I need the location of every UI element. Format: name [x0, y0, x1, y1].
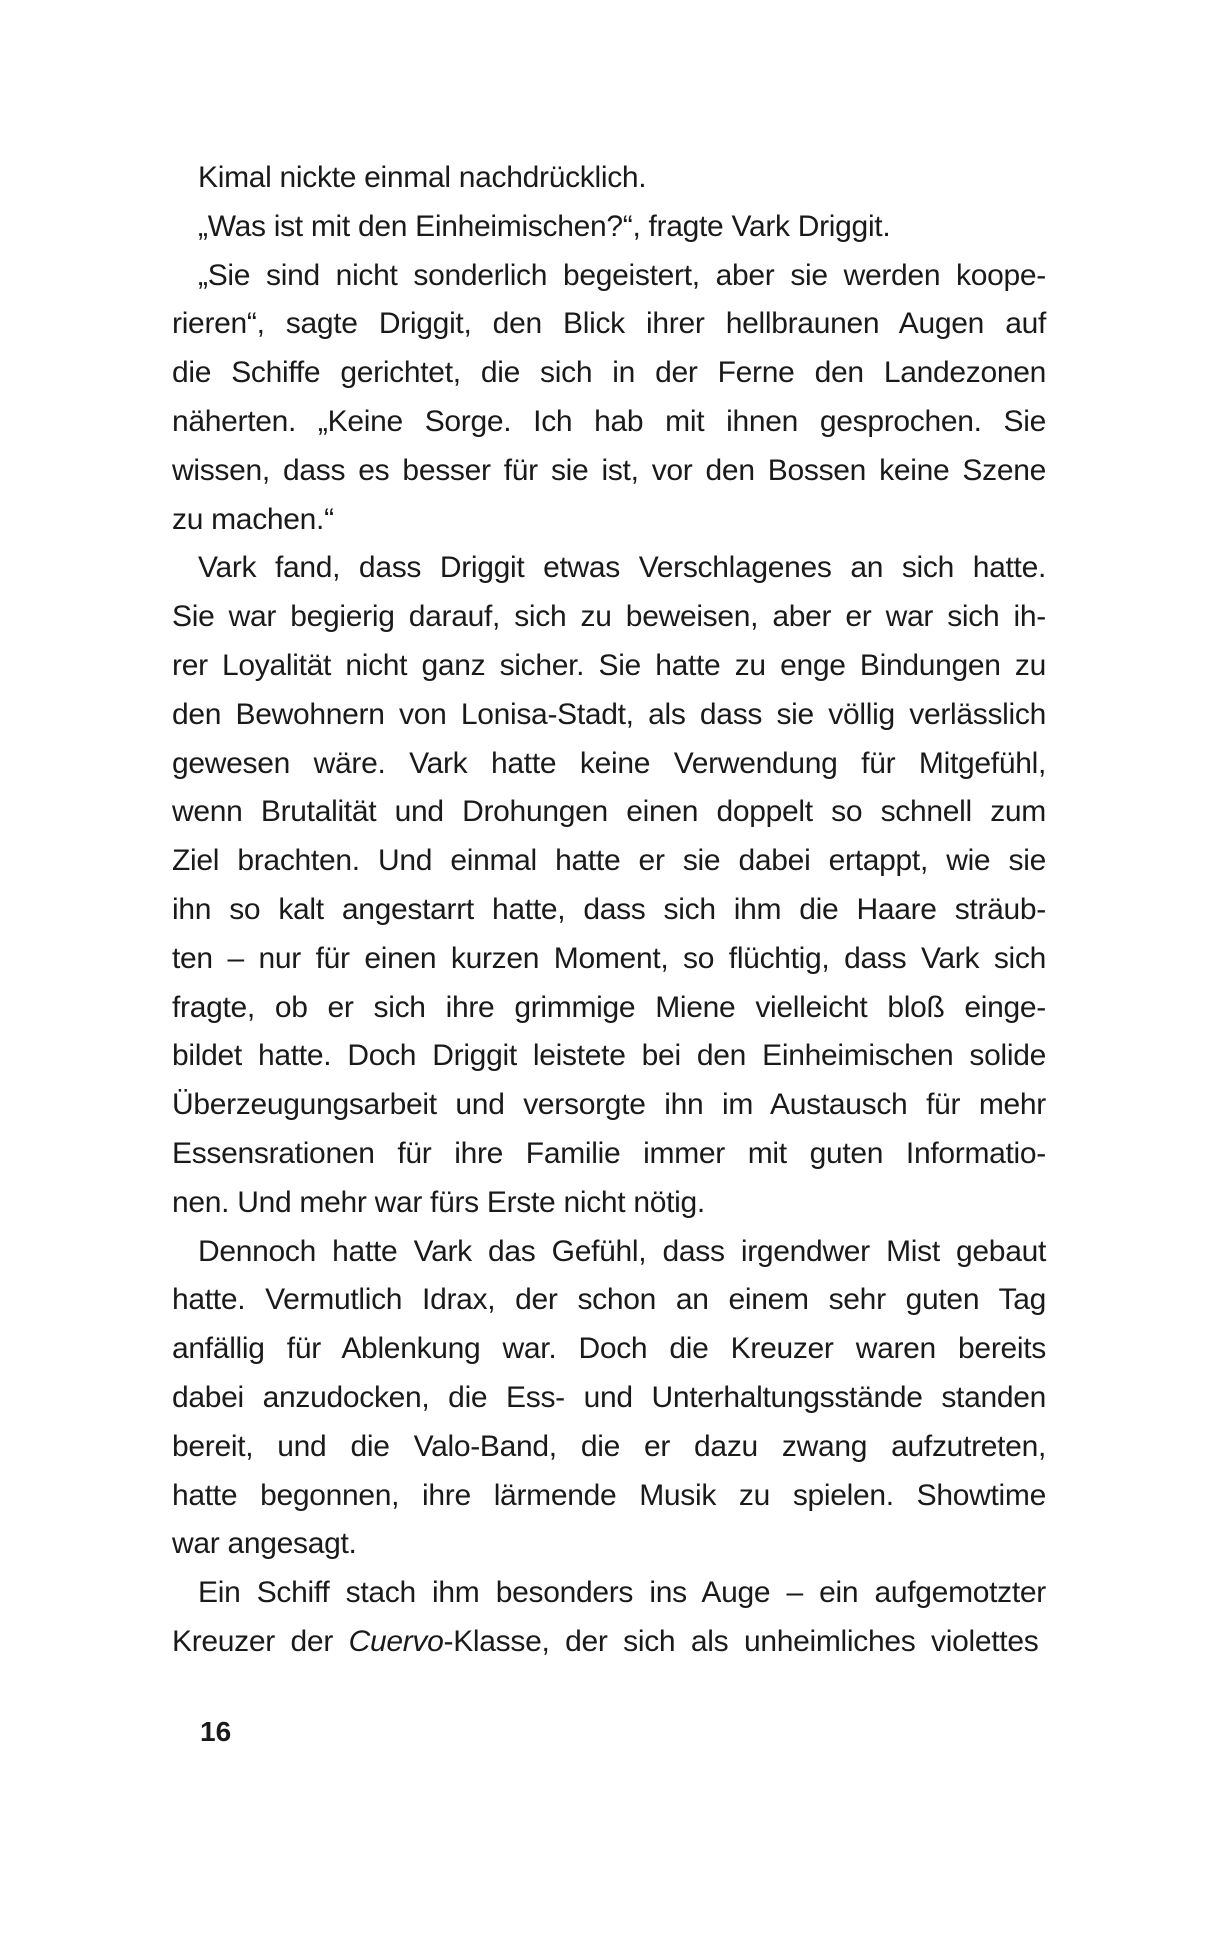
text-line-content: Kimal nickte einmal nachdrücklich. — [198, 161, 647, 194]
text-line — [172, 1423, 1046, 1472]
text-line — [172, 642, 1046, 691]
text-line — [172, 1032, 1046, 1081]
text-line-content: dabei anzudocken, die Ess- und Unterhaltungsstände standen — [172, 1380, 1046, 1414]
text-line-content: bereit, und die Valo-Band, die er dazu zwang aufzutreten, — [172, 1429, 1046, 1463]
text-line — [172, 349, 1046, 398]
text-line-content: hatte begonnen, ihre lärmende Musik zu spielen. Showtime — [172, 1478, 1046, 1512]
text-line-content: näherten. „Keine Sorge. Ich hab mit ihnen gesprochen. Sie — [172, 404, 1046, 438]
text-line-content: bildet hatte. Doch Driggit leistete bei den Einheimischen solide — [172, 1039, 1046, 1073]
text-line-content: rer Loyalität nicht ganz sicher. Sie hatte zu enge Bindungen zu — [172, 648, 1046, 682]
text-line-content: Vark fand, dass Driggit etwas Verschlagenes an sich hatte. — [198, 551, 1046, 585]
text-line-content: Sie war begierig darauf, sich zu beweisen, aber er war sich ih- — [172, 600, 1046, 634]
text-line — [172, 398, 1046, 447]
text-line — [172, 1081, 1046, 1130]
text-line-content: Überzeugungsarbeit und versorgte ihn im Austausch für mehr — [172, 1088, 1046, 1122]
text-line-content: die Schiffe gerichtet, die sich in der Ferne den Landezonen — [172, 356, 1046, 390]
text-line — [172, 837, 1046, 886]
text-line — [172, 203, 1046, 252]
text-fragment: Cuervo — [348, 1624, 444, 1658]
text-line — [172, 1472, 1046, 1521]
text-line-content: den Bewohnern von Lonisa-Stadt, als dass sie völlig verlässlich — [172, 697, 1046, 731]
text-line-content: Essensrationen für ihre Familie immer mit guten Informatio- — [172, 1136, 1046, 1170]
text-line-content: war angesagt. — [172, 1527, 357, 1561]
text-line-content: ten – nur für einen kurzen Moment, so flüchtig, dass Vark sich — [172, 941, 1046, 975]
text-line-content: „Sie sind nicht sonderlich begeistert, aber sie werden koope- — [198, 258, 1046, 292]
text-line — [172, 1325, 1046, 1374]
text-line — [172, 154, 1046, 203]
text-line — [172, 1520, 1046, 1569]
text-line — [172, 740, 1046, 789]
text-line — [172, 1569, 1046, 1618]
page-number: 16 — [200, 1716, 232, 1747]
text-line-content: wissen, dass es besser für sie ist, vor den Bossen keine Szene — [172, 453, 1046, 487]
text-line-content: Ziel brachten. Und einmal hatte er sie dabei ertappt, wie sie — [172, 844, 1046, 878]
text-line — [172, 447, 1046, 496]
text-line — [172, 1618, 1046, 1667]
text-line-content: „Was ist mit den Einheimischen?“, fragte Vark Driggit. — [198, 209, 891, 243]
text-line — [172, 1179, 1046, 1228]
text-line-content: hatte. Vermutlich Idrax, der schon an einem sehr guten Tag — [172, 1283, 1046, 1317]
text-line — [172, 691, 1046, 740]
text-fragment: Kreuzer der — [172, 1624, 349, 1658]
text-line — [172, 300, 1046, 349]
text-line — [172, 1228, 1046, 1277]
text-line-content: Ein Schiff stach ihm besonders ins Auge – ein aufgemotzter — [198, 1576, 1046, 1610]
text-line — [172, 593, 1046, 642]
text-line-content: gewesen wäre. Vark hatte keine Verwendung für Mitgefühl, — [172, 746, 1046, 780]
text-line — [172, 788, 1046, 837]
text-line-content: Dennoch hatte Vark das Gefühl, dass irgendwer Mist gebaut — [198, 1234, 1046, 1268]
text-line-content: wenn Brutalität und Drohungen einen doppelt so schnell zum — [172, 795, 1046, 829]
text-line-content: anfällig für Ablenkung war. Doch die Kreuzer waren bereits — [172, 1332, 1046, 1366]
text-line-content: nen. Und mehr war fürs Erste nicht nötig. — [172, 1185, 705, 1219]
text-line-content: fragte, ob er sich ihre grimmige Miene vielleicht bloß einge- — [172, 990, 1046, 1024]
text-line — [172, 935, 1046, 984]
text-line-content: zu machen.“ — [172, 502, 334, 536]
text-line — [172, 252, 1046, 301]
text-line-content: rieren“, sagte Driggit, den Blick ihrer hellbraunen Augen auf — [172, 307, 1046, 341]
text-line — [172, 1276, 1046, 1325]
text-line — [172, 1374, 1046, 1423]
text-line — [172, 1130, 1046, 1179]
body-text — [172, 154, 1046, 1667]
text-line — [172, 886, 1046, 935]
text-line — [172, 496, 1046, 545]
text-line — [172, 544, 1046, 593]
text-fragment: -Klasse, der sich als unheimliches violettes — [443, 1624, 1039, 1658]
text-line — [172, 984, 1046, 1033]
text-line-content — [172, 1618, 1038, 1667]
text-line-content: ihn so kalt angestarrt hatte, dass sich ihm die Haare sträub- — [172, 892, 1046, 926]
